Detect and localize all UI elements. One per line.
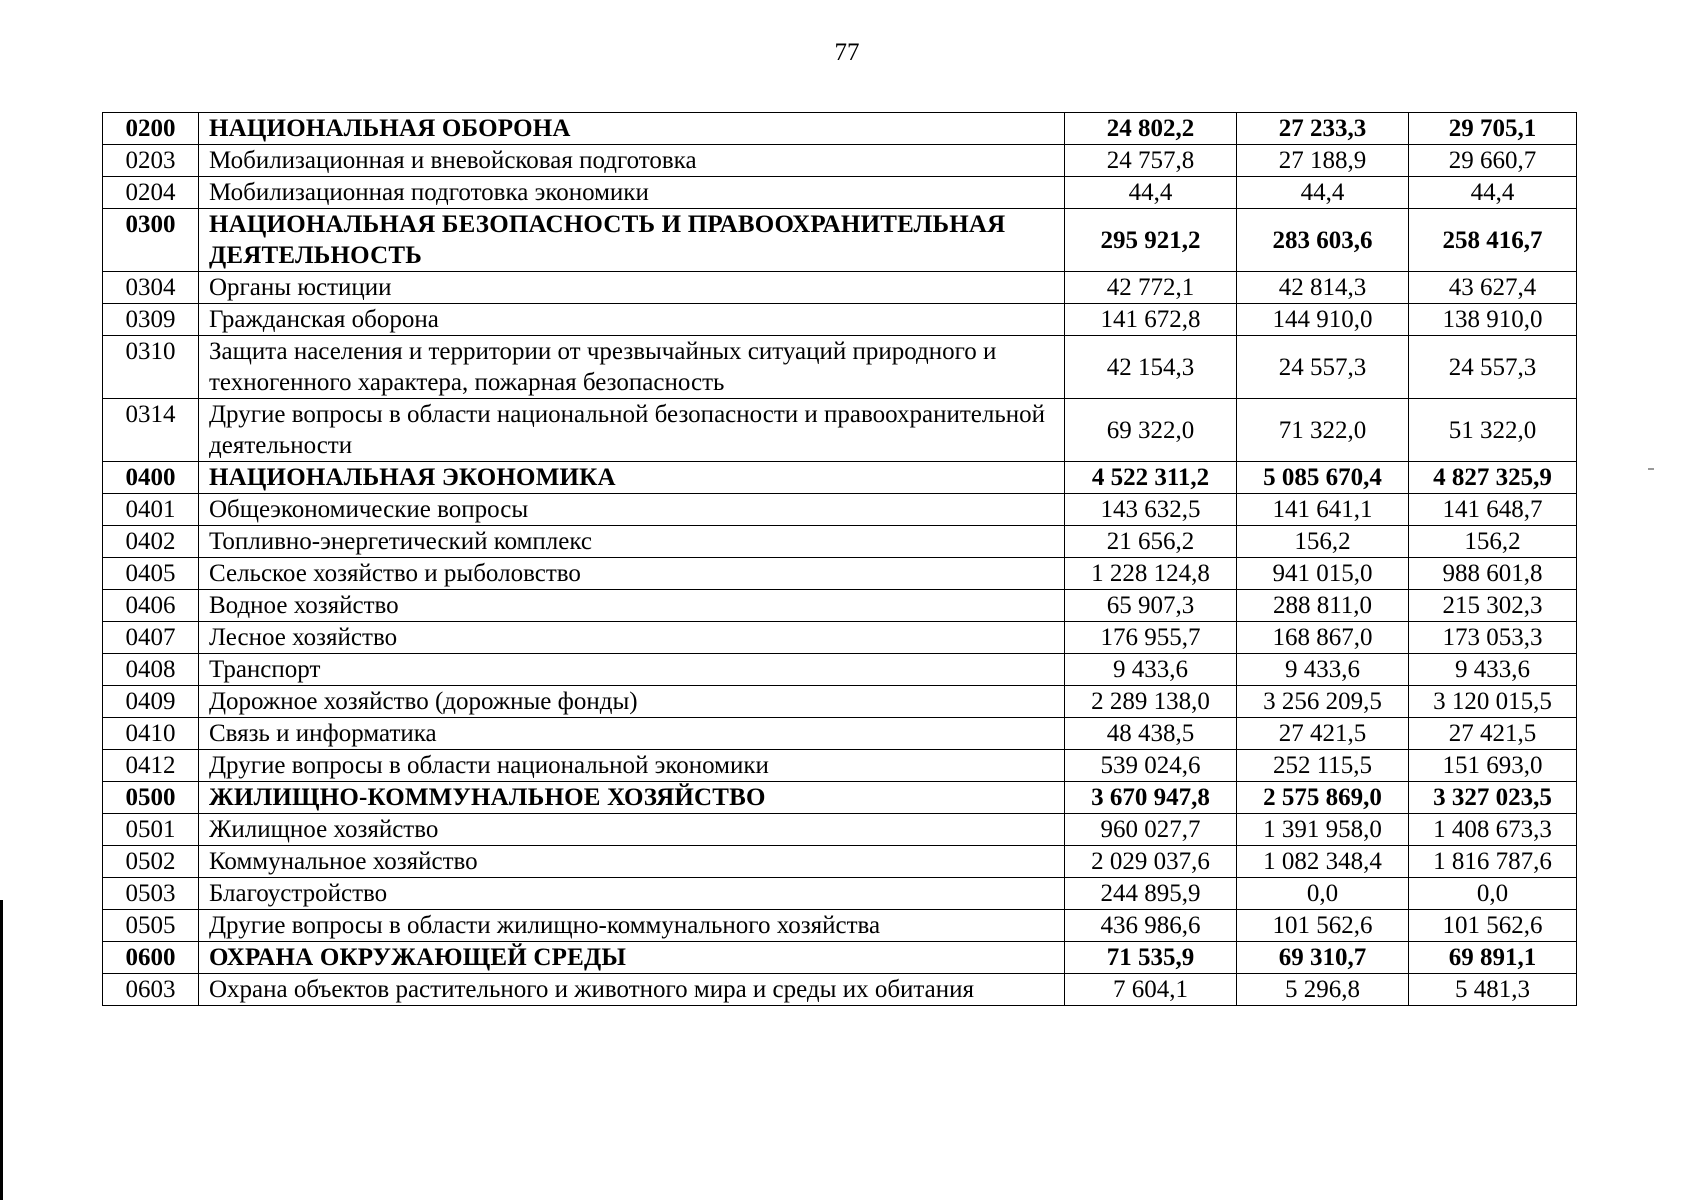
row-value-3: 141 648,7 [1409,494,1577,526]
row-name: Органы юстиции [199,272,1065,304]
row-value-1: 42 772,1 [1065,272,1237,304]
row-value-2: 71 322,0 [1237,399,1409,462]
row-value-1: 24 802,2 [1065,113,1237,145]
table-row [103,558,1577,590]
table-row [103,878,1577,910]
row-value-2: 3 256 209,5 [1237,686,1409,718]
row-value-3: 24 557,3 [1409,336,1577,399]
row-code: 0300 [103,209,199,272]
row-value-2: 42 814,3 [1237,272,1409,304]
row-code: 0200 [103,113,199,145]
table-row [103,177,1577,209]
row-value-1: 7 604,1 [1065,974,1237,1006]
row-value-3: 4 827 325,9 [1409,462,1577,494]
table-row [103,272,1577,304]
row-code: 0310 [103,336,199,399]
row-value-3: 51 322,0 [1409,399,1577,462]
row-name: НАЦИОНАЛЬНАЯ ОБОРОНА [199,113,1065,145]
row-value-2: 288 811,0 [1237,590,1409,622]
row-value-3: 3 327 023,5 [1409,782,1577,814]
row-value-3: 9 433,6 [1409,654,1577,686]
row-name: ОХРАНА ОКРУЖАЮЩЕЙ СРЕДЫ [199,942,1065,974]
row-code: 0505 [103,910,199,942]
row-name: Сельское хозяйство и рыболовство [199,558,1065,590]
table-row [103,750,1577,782]
row-value-3: 44,4 [1409,177,1577,209]
row-value-3: 29 660,7 [1409,145,1577,177]
row-name: Дорожное хозяйство (дорожные фонды) [199,686,1065,718]
row-value-2: 1 082 348,4 [1237,846,1409,878]
table-row [103,399,1577,462]
row-value-3: 156,2 [1409,526,1577,558]
row-value-3: 29 705,1 [1409,113,1577,145]
row-value-1: 2 289 138,0 [1065,686,1237,718]
row-value-1: 244 895,9 [1065,878,1237,910]
row-value-1: 176 955,7 [1065,622,1237,654]
row-value-1: 9 433,6 [1065,654,1237,686]
table-row [103,814,1577,846]
row-value-3: 3 120 015,5 [1409,686,1577,718]
table-row [103,590,1577,622]
row-value-1: 3 670 947,8 [1065,782,1237,814]
row-value-3: 1 408 673,3 [1409,814,1577,846]
table-row [103,145,1577,177]
table-row [103,686,1577,718]
row-name: НАЦИОНАЛЬНАЯ ЭКОНОМИКА [199,462,1065,494]
table-row [103,718,1577,750]
row-name: Общеэкономические вопросы [199,494,1065,526]
row-name: Топливно-энергетический комплекс [199,526,1065,558]
row-value-2: 283 603,6 [1237,209,1409,272]
row-value-3: 43 627,4 [1409,272,1577,304]
row-code: 0503 [103,878,199,910]
row-code: 0407 [103,622,199,654]
row-code: 0412 [103,750,199,782]
row-value-2: 9 433,6 [1237,654,1409,686]
row-value-2: 144 910,0 [1237,304,1409,336]
row-value-2: 2 575 869,0 [1237,782,1409,814]
row-value-3: 988 601,8 [1409,558,1577,590]
row-value-2: 941 015,0 [1237,558,1409,590]
table-row [103,910,1577,942]
row-code: 0410 [103,718,199,750]
row-value-3: 69 891,1 [1409,942,1577,974]
row-value-1: 42 154,3 [1065,336,1237,399]
row-value-1: 1 228 124,8 [1065,558,1237,590]
row-value-1: 295 921,2 [1065,209,1237,272]
row-value-2: 27 421,5 [1237,718,1409,750]
budget-table [102,112,1577,1006]
row-code: 0600 [103,942,199,974]
row-value-1: 4 522 311,2 [1065,462,1237,494]
row-value-1: 48 438,5 [1065,718,1237,750]
row-name: Другие вопросы в области жилищно-коммунального хозяйства [199,910,1065,942]
row-code: 0603 [103,974,199,1006]
row-code: 0409 [103,686,199,718]
row-value-2: 156,2 [1237,526,1409,558]
table-section-row [103,942,1577,974]
row-value-2: 27 188,9 [1237,145,1409,177]
row-value-2: 44,4 [1237,177,1409,209]
table-row [103,846,1577,878]
table-row [103,336,1577,399]
row-value-3: 151 693,0 [1409,750,1577,782]
row-code: 0501 [103,814,199,846]
row-value-2: 5 085 670,4 [1237,462,1409,494]
page-number: 77 [834,39,860,66]
row-code: 0408 [103,654,199,686]
row-code: 0405 [103,558,199,590]
row-name: ЖИЛИЩНО-КОММУНАЛЬНОЕ ХОЗЯЙСТВО [199,782,1065,814]
row-value-1: 436 986,6 [1065,910,1237,942]
row-name: Охрана объектов растительного и животного мира и среды их обитания [199,974,1065,1006]
table-row [103,494,1577,526]
row-value-3: 0,0 [1409,878,1577,910]
row-code: 0203 [103,145,199,177]
row-value-2: 69 310,7 [1237,942,1409,974]
row-code: 0400 [103,462,199,494]
row-code: 0304 [103,272,199,304]
row-name: Мобилизационная подготовка экономики [199,177,1065,209]
budget-table-body [103,113,1577,1006]
row-code: 0401 [103,494,199,526]
row-value-2: 252 115,5 [1237,750,1409,782]
row-value-3: 1 816 787,6 [1409,846,1577,878]
table-section-row [103,113,1577,145]
row-code: 0502 [103,846,199,878]
row-name: Лесное хозяйство [199,622,1065,654]
row-name: Другие вопросы в области национальной экономики [199,750,1065,782]
row-value-2: 24 557,3 [1237,336,1409,399]
row-value-2: 168 867,0 [1237,622,1409,654]
row-value-1: 44,4 [1065,177,1237,209]
row-value-3: 215 302,3 [1409,590,1577,622]
table-section-row [103,462,1577,494]
row-value-1: 21 656,2 [1065,526,1237,558]
scan-margin-line [0,900,3,1200]
table-row [103,622,1577,654]
table-row [103,974,1577,1006]
row-name: Связь и информатика [199,718,1065,750]
table-row [103,526,1577,558]
row-name: Другие вопросы в области национальной безопасности и правоохранительной деятельности [199,399,1065,462]
table-row [103,304,1577,336]
row-value-3: 173 053,3 [1409,622,1577,654]
row-value-3: 258 416,7 [1409,209,1577,272]
row-name: НАЦИОНАЛЬНАЯ БЕЗОПАСНОСТЬ И ПРАВООХРАНИТЕЛЬНАЯ ДЕЯТЕЛЬНОСТЬ [199,209,1065,272]
row-name: Транспорт [199,654,1065,686]
row-value-1: 960 027,7 [1065,814,1237,846]
row-value-1: 141 672,8 [1065,304,1237,336]
row-code: 0309 [103,304,199,336]
table-section-row [103,782,1577,814]
scan-artifact [1648,468,1654,470]
row-value-3: 138 910,0 [1409,304,1577,336]
row-value-1: 65 907,3 [1065,590,1237,622]
row-value-1: 71 535,9 [1065,942,1237,974]
row-value-3: 101 562,6 [1409,910,1577,942]
row-name: Защита населения и территории от чрезвычайных ситуаций природного и техногенного характера, пожарная безопасность [199,336,1065,399]
row-value-1: 143 632,5 [1065,494,1237,526]
row-value-1: 539 024,6 [1065,750,1237,782]
row-name: Гражданская оборона [199,304,1065,336]
row-name: Коммунальное хозяйство [199,846,1065,878]
row-code: 0500 [103,782,199,814]
table-row [103,654,1577,686]
row-value-3: 5 481,3 [1409,974,1577,1006]
row-value-2: 27 233,3 [1237,113,1409,145]
row-value-2: 101 562,6 [1237,910,1409,942]
row-value-1: 24 757,8 [1065,145,1237,177]
row-value-2: 5 296,8 [1237,974,1409,1006]
row-name: Водное хозяйство [199,590,1065,622]
row-value-2: 1 391 958,0 [1237,814,1409,846]
row-code: 0406 [103,590,199,622]
row-name: Мобилизационная и вневойсковая подготовка [199,145,1065,177]
row-code: 0402 [103,526,199,558]
row-value-1: 2 029 037,6 [1065,846,1237,878]
row-value-2: 0,0 [1237,878,1409,910]
row-value-1: 69 322,0 [1065,399,1237,462]
row-value-2: 141 641,1 [1237,494,1409,526]
row-name: Благоустройство [199,878,1065,910]
row-value-3: 27 421,5 [1409,718,1577,750]
row-code: 0314 [103,399,199,462]
row-name: Жилищное хозяйство [199,814,1065,846]
table-section-row [103,209,1577,272]
row-code: 0204 [103,177,199,209]
